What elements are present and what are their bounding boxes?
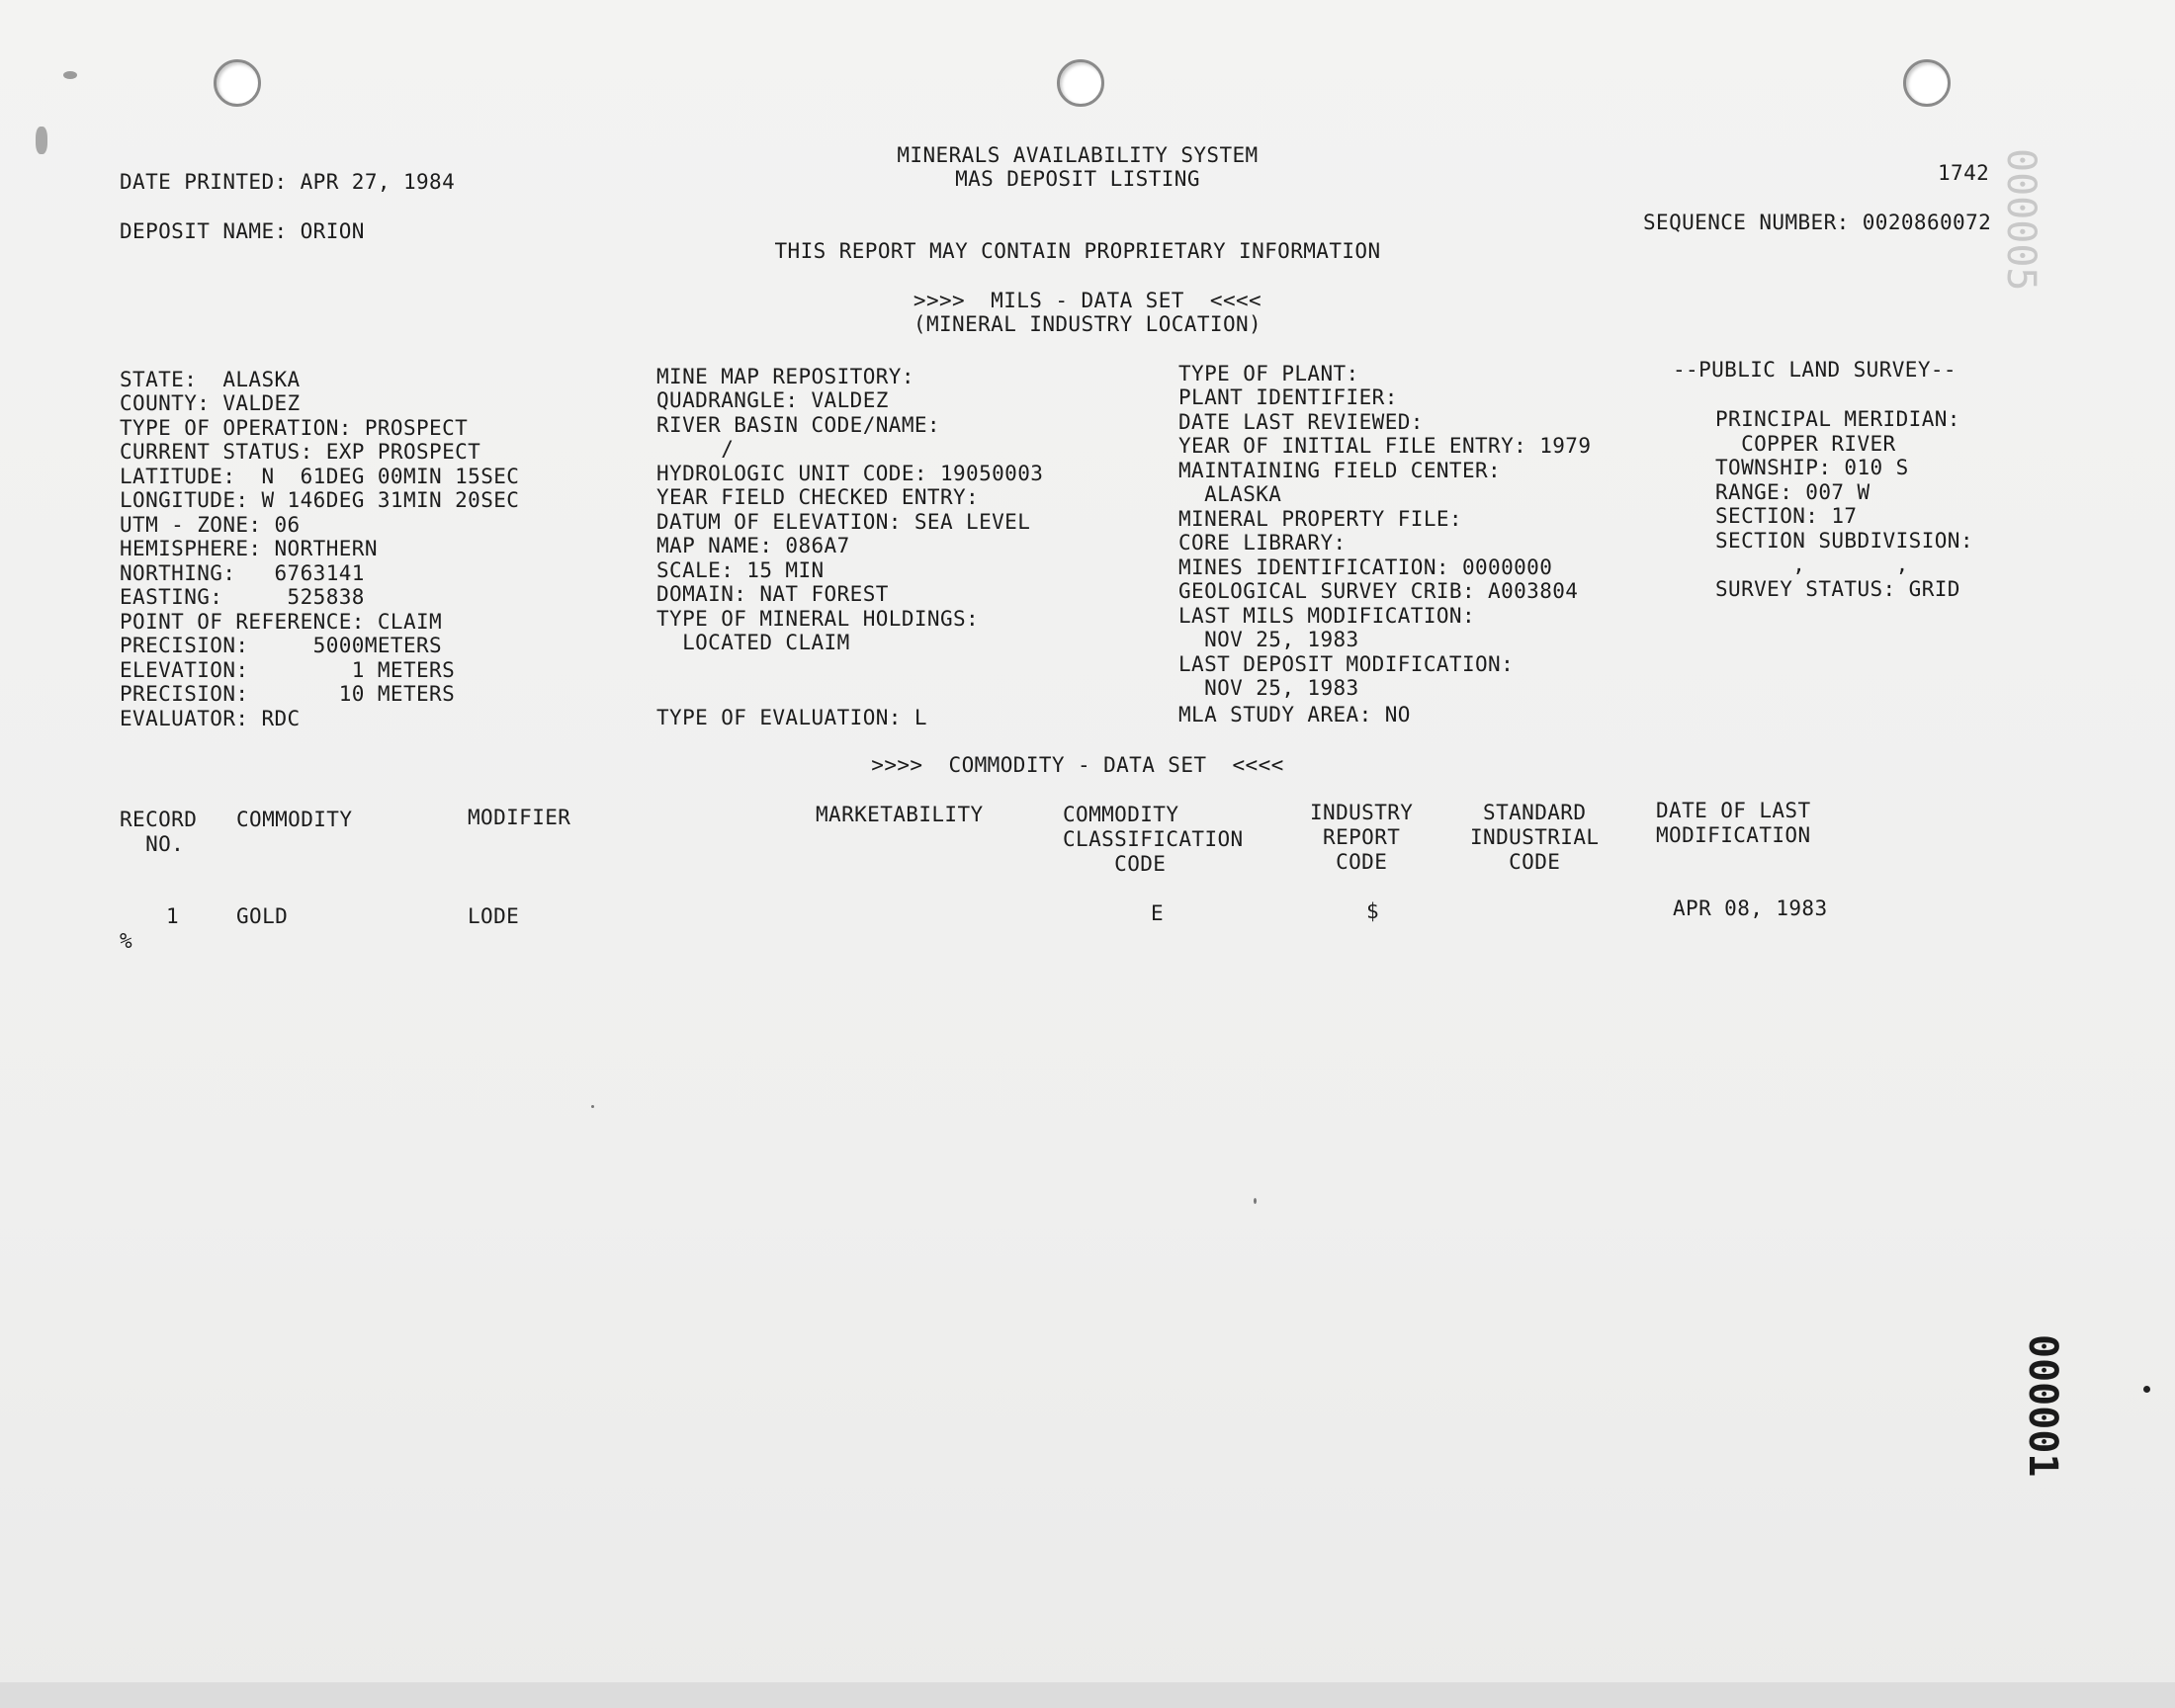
field-township: TOWNSHIP: 010 S — [1715, 456, 1909, 479]
field-domain: DOMAIN: NAT FOREST — [656, 582, 889, 606]
field-datum-of-elevation: DATUM OF ELEVATION: SEA LEVEL — [656, 510, 1031, 534]
field-year-field-checked: YEAR FIELD CHECKED ENTRY: — [656, 485, 980, 509]
field-type-of-operation: TYPE OF OPERATION: PROSPECT — [120, 416, 469, 440]
scan-mark — [2143, 1386, 2150, 1393]
field-mineral-holdings-value: LOCATED CLAIM — [656, 631, 850, 654]
header-commodity: COMMODITY — [236, 808, 353, 831]
scan-edge — [0, 1682, 2175, 1708]
field-mines-identification: MINES IDENTIFICATION: 0000000 — [1178, 555, 1553, 579]
header-industry-report-code: INDUSTRY REPORT CODE — [1310, 801, 1414, 874]
field-mla-study-area: MLA STUDY AREA: NO — [1178, 703, 1411, 726]
header-classification-code: COMMODITY CLASSIFICATION CODE — [1063, 803, 1244, 876]
page-stamp-top: 000005 — [1998, 148, 2044, 292]
proprietary-notice: THIS REPORT MAY CONTAIN PROPRIETARY INFORMATION — [774, 239, 1381, 263]
field-map-name: MAP NAME: 086A7 — [656, 534, 850, 557]
field-quadrangle: QUADRANGLE: VALDEZ — [656, 388, 889, 412]
field-mine-map-repository: MINE MAP REPOSITORY: — [656, 365, 914, 388]
field-principal-meridian-value: COPPER RIVER — [1715, 432, 1896, 456]
field-precision: PRECISION: 5000METERS — [120, 634, 443, 657]
field-survey-status: SURVEY STATUS: GRID — [1715, 577, 1960, 601]
cell-date-of-last-modification: APR 08, 1983 — [1673, 897, 1828, 920]
field-year-initial-file-entry: YEAR OF INITIAL FILE ENTRY: 1979 — [1178, 434, 1592, 458]
scan-mark — [36, 127, 47, 154]
sequence-number: SEQUENCE NUMBER: 0020860072 — [1643, 211, 1992, 234]
field-northing: NORTHING: 6763141 — [120, 561, 365, 585]
mils-subheading: (MINERAL INDUSTRY LOCATION) — [913, 312, 1262, 336]
field-scale: SCALE: 15 MIN — [656, 558, 825, 582]
field-elevation: ELEVATION: 1 METERS — [120, 658, 456, 682]
punch-hole-left — [214, 59, 261, 107]
scan-mark — [591, 1105, 594, 1108]
cell-industry-report-code: $ — [1366, 899, 1380, 923]
field-latitude: LATITUDE: N 61DEG 00MIN 15SEC — [120, 465, 520, 488]
field-county: COUNTY: VALDEZ — [120, 391, 301, 415]
field-mineral-property-file: MINERAL PROPERTY FILE: — [1178, 507, 1462, 531]
page-number: 1742 — [1938, 161, 1990, 185]
field-last-mils-modification-date: NOV 25, 1983 — [1178, 628, 1359, 651]
field-date-last-reviewed: DATE LAST REVIEWED: — [1178, 410, 1424, 434]
end-of-record-mark: % — [120, 929, 133, 953]
field-last-deposit-modification-date: NOV 25, 1983 — [1178, 676, 1359, 700]
punch-hole-right — [1903, 59, 1951, 107]
page-stamp-bottom: 000001 — [2020, 1334, 2065, 1478]
field-last-mils-modification: LAST MILS MODIFICATION: — [1178, 604, 1475, 628]
cell-record-no: 1 — [166, 904, 180, 928]
field-point-of-reference: POINT OF REFERENCE: CLAIM — [120, 610, 443, 634]
field-type-of-evaluation: TYPE OF EVALUATION: L — [656, 706, 927, 729]
land-survey-heading: --PUBLIC LAND SURVEY-- — [1673, 358, 1957, 382]
mils-heading: >>>> MILS - DATA SET <<<< — [913, 289, 1262, 312]
field-principal-meridian: PRINCIPAL MERIDIAN: — [1715, 407, 1960, 431]
field-elevation-precision: PRECISION: 10 METERS — [120, 682, 456, 706]
field-geological-survey-crib: GEOLOGICAL SURVEY CRIB: A003804 — [1178, 579, 1579, 603]
cell-classification-code: E — [1151, 901, 1165, 925]
commodity-heading: >>>> COMMODITY - DATA SET <<<< — [871, 753, 1284, 777]
header-marketability: MARKETABILITY — [816, 803, 984, 826]
punch-hole-center — [1057, 59, 1104, 107]
field-current-status: CURRENT STATUS: EXP PROSPECT — [120, 440, 481, 464]
header-standard-industrial-code: STANDARD INDUSTRIAL CODE — [1470, 801, 1600, 874]
scan-mark — [63, 71, 77, 79]
system-title: MINERALS AVAILABILITY SYSTEM — [897, 143, 1259, 167]
field-type-of-plant: TYPE OF PLANT: — [1178, 362, 1359, 385]
field-plant-identifier: PLANT IDENTIFIER: — [1178, 385, 1398, 409]
field-maintaining-field-center: MAINTAINING FIELD CENTER: — [1178, 459, 1502, 482]
field-section: SECTION: 17 — [1715, 504, 1858, 528]
date-printed: DATE PRINTED: APR 27, 1984 — [120, 170, 456, 194]
field-longitude: LONGITUDE: W 146DEG 31MIN 20SEC — [120, 488, 520, 512]
deposit-name: DEPOSIT NAME: ORION — [120, 219, 365, 243]
field-state: STATE: ALASKA — [120, 368, 301, 391]
field-section-subdivision-value: , , — [1715, 553, 1909, 576]
scan-mark — [1254, 1198, 1257, 1204]
field-range: RANGE: 007 W — [1715, 480, 1870, 504]
listing-title: MAS DEPOSIT LISTING — [955, 167, 1200, 191]
header-date-of-last-modification: DATE OF LAST MODIFICATION — [1656, 799, 1811, 847]
field-hemisphere: HEMISPHERE: NORTHERN — [120, 537, 378, 560]
field-river-basin: RIVER BASIN CODE/NAME: — [656, 413, 940, 437]
cell-commodity: GOLD — [236, 904, 289, 928]
field-hydrologic-unit-code: HYDROLOGIC UNIT CODE: 19050003 — [656, 462, 1044, 485]
header-record-no: RECORD NO. — [120, 808, 198, 856]
field-type-of-mineral-holdings: TYPE OF MINERAL HOLDINGS: — [656, 607, 980, 631]
field-last-deposit-modification: LAST DEPOSIT MODIFICATION: — [1178, 652, 1515, 676]
field-easting: EASTING: 525838 — [120, 585, 365, 609]
field-core-library: CORE LIBRARY: — [1178, 531, 1347, 555]
field-section-subdivision: SECTION SUBDIVISION: — [1715, 529, 1973, 553]
field-field-center-value: ALASKA — [1178, 482, 1282, 506]
field-river-basin-value: / — [656, 437, 735, 461]
cell-modifier: LODE — [468, 904, 520, 928]
field-utm-zone: UTM - ZONE: 06 — [120, 513, 301, 537]
header-modifier: MODIFIER — [468, 806, 571, 829]
field-evaluator: EVALUATOR: RDC — [120, 707, 301, 730]
